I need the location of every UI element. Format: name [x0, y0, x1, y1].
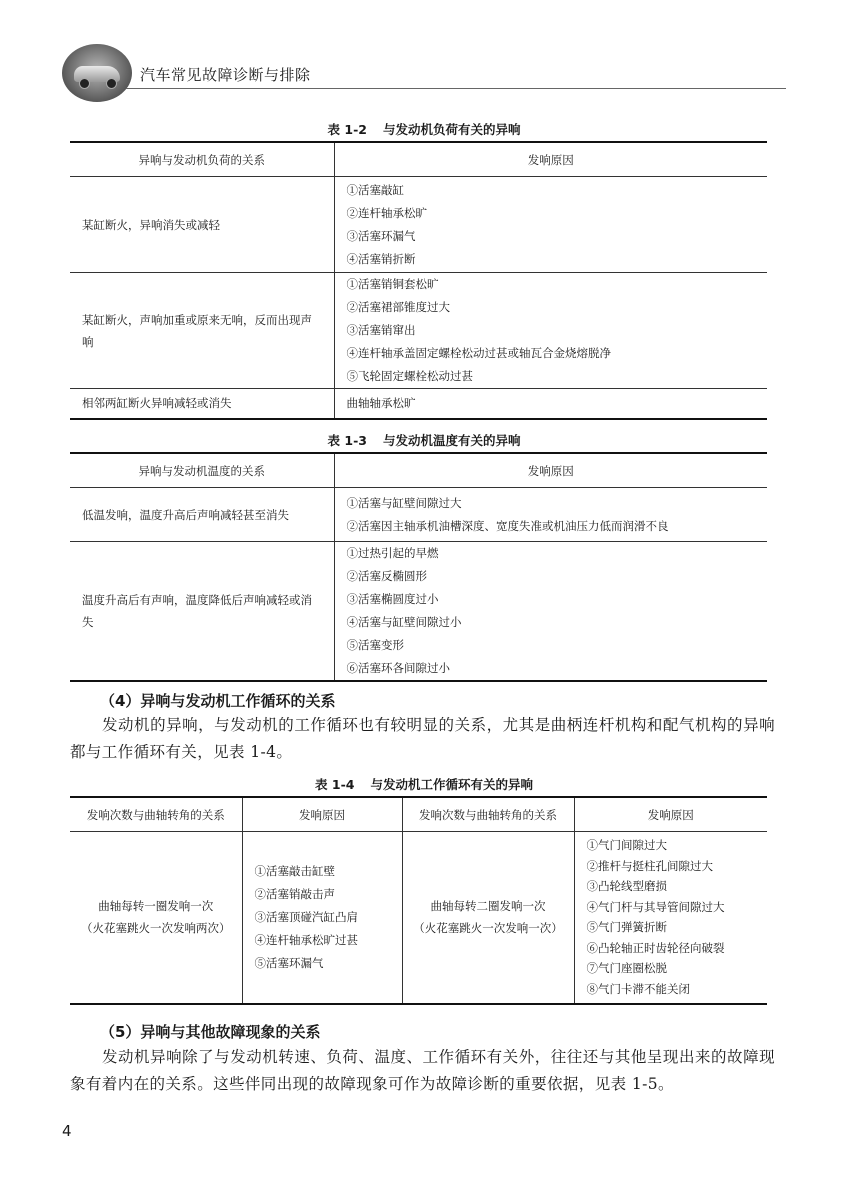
table2-header-cause: 发响原因 — [334, 142, 767, 177]
table3-caption: 表 1-3 与发动机温度有关的异响 — [327, 433, 521, 448]
cause-cell: ①活塞敲缸 ②连杆轴承松旷 ③活塞环漏气 ④活塞销折断 — [334, 177, 767, 273]
relation-cell: 温度升高后有声响，温度降低后声响减轻或消失 — [70, 542, 334, 682]
car-logo-icon — [62, 44, 132, 102]
relation-cell: 低温发响，温度升高后声响减轻甚至消失 — [70, 488, 334, 542]
table3-header-relation: 异响与发动机温度的关系 — [70, 453, 334, 488]
section5-heading: （5）异响与其他故障现象的关系 — [100, 1023, 321, 1041]
cause-cell: ①活塞与缸壁间隙过大 ②活塞因主轴承机油槽深度、宽度失准或机油压力低而润滑不良 — [334, 488, 767, 542]
table2 — [70, 141, 767, 420]
table2-caption: 表 1-2 与发动机负荷有关的异响 — [327, 122, 521, 137]
relation-cell-left: 曲轴每转一圈发响一次 （火花塞跳火一次发响两次） — [70, 832, 242, 1004]
section4-heading: （4）异响与发动机工作循环的关系 — [100, 692, 336, 710]
table-row — [70, 832, 767, 1004]
table3-header-cause: 发响原因 — [334, 453, 767, 488]
cause-cell-left: ①活塞敲击缸壁 ②活塞销敲击声 ③活塞顶碰汽缸凸肩 ④连杆轴承松旷过甚 ⑤活塞环漏气 — [242, 832, 402, 1004]
section4-paragraph: 发动机的异响，与发动机的工作循环也有较明显的关系，尤其是曲柄连杆机构和配气机构的异响都与工作循环有关，见表 1-4。 — [70, 716, 775, 761]
table2-header-relation: 异响与发动机负荷的关系 — [70, 142, 334, 177]
table4 — [70, 796, 767, 1005]
table4-header-relation-right: 发响次数与曲轴转角的关系 — [402, 797, 574, 832]
header-title: 汽车常见故障诊断与排除 — [140, 66, 311, 84]
relation-cell: 相邻两缸断火异响减轻或消失 — [70, 389, 334, 419]
relation-cell: 某缸断火，声响加重或原来无响，反而出现声响 — [70, 273, 334, 389]
table3 — [70, 452, 767, 682]
table4-header-cause-right: 发响原因 — [574, 797, 767, 832]
table4-caption: 表 1-4 与发动机工作循环有关的异响 — [315, 777, 533, 792]
table-row — [70, 273, 767, 389]
section5-paragraph: 发动机异响除了与发动机转速、负荷、温度、工作循环有关外，往往还与其他呈现出来的故障现象有着内在的关系。这些伴同出现的故障现象可作为故障诊断的重要依据，见表 1-5。 — [70, 1048, 775, 1093]
cause-cell: ①活塞销铜套松旷 ②活塞裙部锥度过大 ③活塞销窜出 ④连杆轴承盖固定螺栓松动过甚或轴瓦合金烧熔脱净 ⑤飞轮固定螺栓松动过甚 — [334, 273, 767, 389]
table4-header-cause-left: 发响原因 — [242, 797, 402, 832]
header-rule — [126, 88, 786, 89]
running-header — [62, 44, 782, 102]
table-row — [70, 488, 767, 542]
relation-cell: 某缸断火，异响消失或减轻 — [70, 177, 334, 273]
cause-cell-right: ①气门间隙过大 ②推杆与挺柱孔间隙过大 ③凸轮线型磨损 ④气门杆与其导管间隙过大 ⑤气门弹簧折断 ⑥凸轮轴正时齿轮径向破裂 ⑦气门座圈松脱 ⑧气门卡滞不能关闭 — [574, 832, 767, 1004]
relation-cell-right: 曲轴每转二圈发响一次 （火花塞跳火一次发响一次） — [402, 832, 574, 1004]
page-number: 4 — [62, 1122, 72, 1140]
table-row — [70, 542, 767, 682]
cause-cell: ①过热引起的早燃 ②活塞反椭圆形 ③活塞椭圆度过小 ④活塞与缸壁间隙过小 ⑤活塞变形 ⑥活塞环各间隙过小 — [334, 542, 767, 682]
table4-header-relation-left: 发响次数与曲轴转角的关系 — [70, 797, 242, 832]
table-row — [70, 177, 767, 273]
table-row — [70, 389, 767, 419]
cause-cell: 曲轴轴承松旷 — [334, 389, 767, 419]
